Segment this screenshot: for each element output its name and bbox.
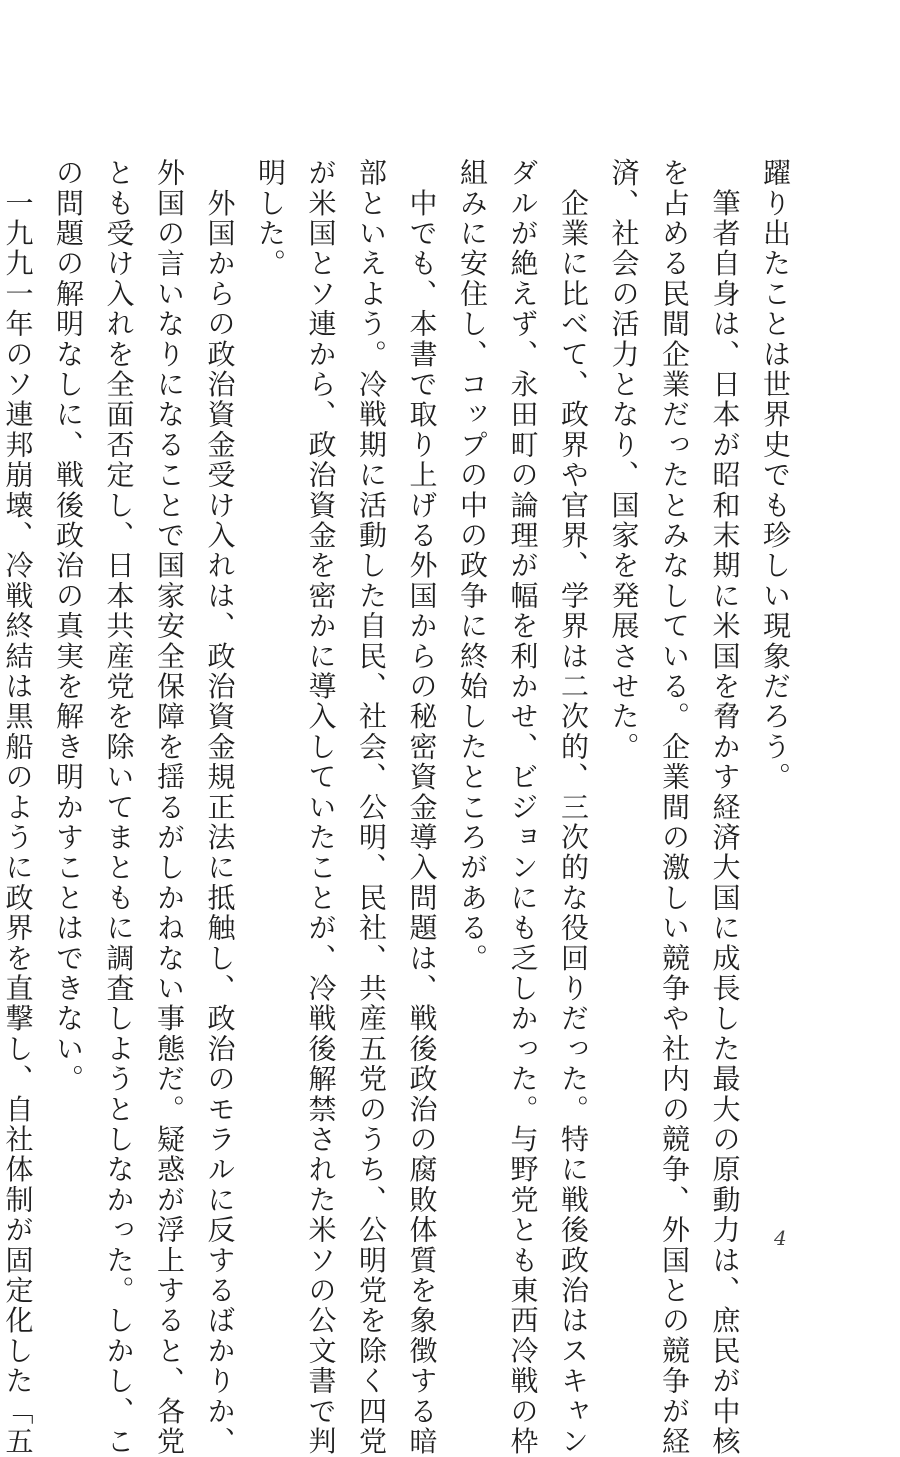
text-line: 躍り出たことは世界史でも珍しい現象だろう。	[759, 158, 792, 793]
text-line: の問題の解明なしに、戦後政治の真実を解き明かすことはできない。	[52, 158, 85, 1095]
text-line: が米国とソ連から、政治資金を密かに導入していたことが、冷戦後解禁された米ソの公文書で判	[304, 158, 338, 1457]
text-line: 部といえよう。冷戦期に活動した自民、社会、公明、民社、共産五党のうち、公明党を除く四党	[355, 158, 388, 1457]
body-text	[0, 158, 800, 1457]
text-line: 済、社会の活力となり、国家を発展させた。	[607, 158, 641, 762]
text-line: 外国の言いなりになることで国家安全保障を揺るがしかねない事態だ。疑惑が浮上すると、各党	[153, 158, 186, 1457]
text-line: 組みに安住し、コップの中の政争に終始したところがある。	[456, 158, 489, 974]
text-line: ダルが絶えず、永田町の論理が幅を利かせ、ビジョンにも乏しかった。与野党とも東西冷戦の枠	[506, 158, 540, 1457]
text-line: 中でも、本書で取り上げる外国からの秘密資金導入問題は、戦後政治の腐敗体質を象徴する暗	[405, 158, 439, 1457]
text-line: 企業に比べて、政界や官界、学界は二次的、三次的な役回りだった。特に戦後政治はスキャン	[557, 158, 590, 1457]
text-line: 一九九一年のソ連邦崩壊、冷戦終結は黒船のように政界を直撃し、自社体制が固定化した「五	[1, 158, 35, 1457]
text-line: とも受け入れを全面否定し、日本共産党を除いてまともに調査しようとしなかった。しかし、こ	[102, 158, 136, 1457]
page-number: 4	[774, 1226, 787, 1250]
text-line: 筆者自身は、日本が昭和末期に米国を脅かす経済大国に成長した最大の原動力は、庶民が中核	[708, 158, 742, 1457]
text-line: を占める民間企業だったとみなしている。企業間の激しい競争や社内の競争、外国との競争が経	[658, 158, 691, 1457]
text-line: 外国からの政治資金受け入れは、政治資金規正法に抵触し、政治のモラルに反するばかりか、	[203, 158, 237, 1457]
text-line: 明した。	[254, 158, 287, 279]
